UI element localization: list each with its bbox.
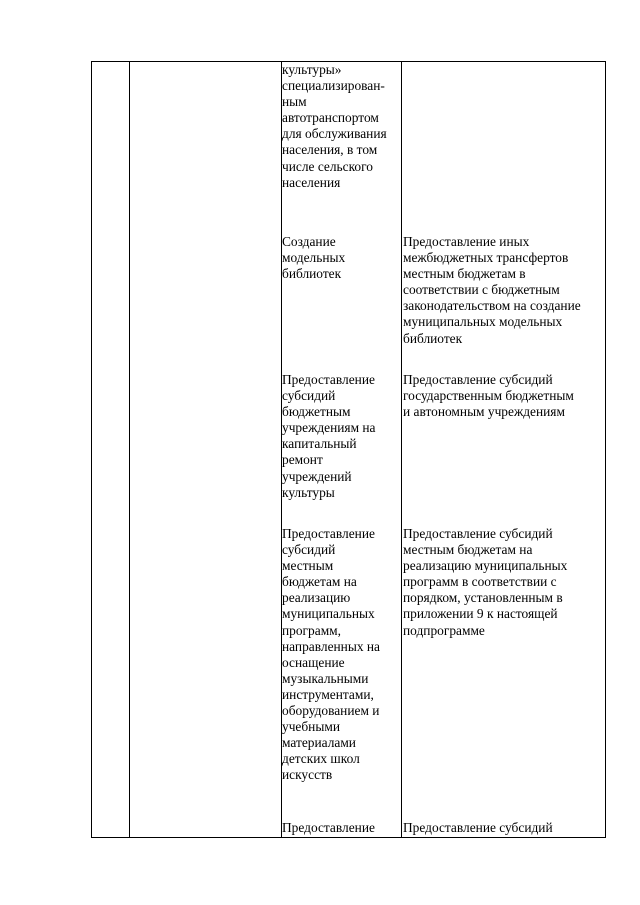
description-cell-model-libraries: Предоставление иных межбюджетных трансфертов местным бюджетам в соответствии с бюджетным законодательством на создание муниципальных модельных библиотек — [403, 234, 581, 346]
measure-cell-capital-repair: Предоставление субсидий бюджетным учреждениям на капитальный ремонт учреждений культуры — [282, 372, 376, 500]
column-divider-1 — [129, 62, 130, 837]
description-cell-capital-repair: Предоставление субсидий государственным бюджетным и автономным учреждениям — [403, 372, 574, 420]
description-cell-music-schools: Предоставление субсидий местным бюджетам на реализацию муниципальных программ в соответствии с порядком, установленным в приложении 9 к настоящей подпрограмме — [403, 526, 568, 638]
description-cell-next: Предоставление субсидий — [403, 820, 553, 835]
measure-cell-next: Предоставление — [282, 820, 375, 835]
measure-cell-music-schools: Предоставление субсидий местным бюджетам на реализацию муниципальных программ, направленных на оснащение музыкальными инструментами, оборудованием и учебными материалами детских школ искусств — [282, 526, 380, 783]
measure-cell-vehicles: культуры» специализирован- ным автотранспортом для обслуживания населения, в том числе сельского населения — [282, 62, 387, 190]
measure-cell-model-libraries: Создание модельных библиотек — [282, 234, 346, 282]
